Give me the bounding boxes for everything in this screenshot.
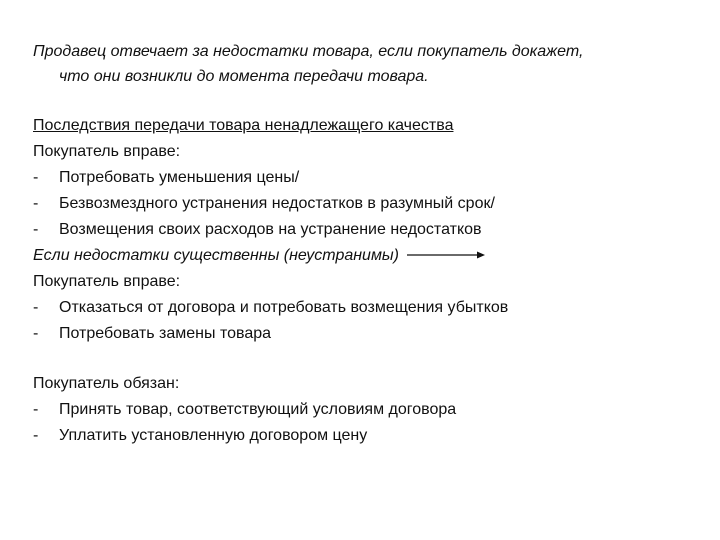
- list-item: [33, 423, 693, 449]
- consequences-section: [33, 113, 693, 347]
- intro-paragraph: [33, 39, 693, 89]
- dash-bullet: -: [33, 401, 39, 418]
- significant-defects-text: Если недостатки существенны (неустранимы): [33, 247, 400, 264]
- intro-line-2: что они возникли до момента передачи товара.: [59, 68, 429, 85]
- buyer-may-label-2: Покупатель вправе:: [33, 273, 181, 290]
- list-item: [33, 321, 693, 347]
- list-item-text: Отказаться от договора и потребовать возмещения убытков: [59, 299, 509, 316]
- right-arrow-icon: [407, 250, 485, 260]
- dash-bullet: -: [33, 221, 39, 238]
- list-item-text: Безвозмездного устранения недостатков в разумный срок/: [59, 195, 495, 212]
- significant-defects-line: [33, 243, 693, 269]
- list-item: [33, 165, 693, 191]
- list-item: [33, 191, 693, 217]
- consequences-heading: Последствия передачи товара ненадлежащего качества: [33, 117, 454, 134]
- list-item-text: Потребовать уменьшения цены/: [59, 169, 300, 186]
- dash-bullet: -: [33, 299, 39, 316]
- list-item-text: Возмещения своих расходов на устранение недостатков: [59, 221, 482, 238]
- dash-bullet: -: [33, 169, 39, 186]
- list-item-text: Уплатить установленную договором цену: [59, 427, 368, 444]
- list-item-text: Потребовать замены товара: [59, 325, 272, 342]
- list-item: [33, 295, 693, 321]
- duties-section: [33, 371, 693, 449]
- dash-bullet: -: [33, 195, 39, 212]
- duties-heading: Покупатель обязан:: [33, 375, 180, 392]
- list-item: [33, 217, 693, 243]
- buyer-may-label: Покупатель вправе:: [33, 143, 181, 160]
- intro-line-1: Продавец отвечает за недостатки товара, если покупатель докажет,: [33, 43, 584, 60]
- dash-bullet: -: [33, 325, 39, 342]
- dash-bullet: -: [33, 427, 39, 444]
- list-item-text: Принять товар, соответствующий условиям договора: [59, 401, 457, 418]
- list-item: [33, 397, 693, 423]
